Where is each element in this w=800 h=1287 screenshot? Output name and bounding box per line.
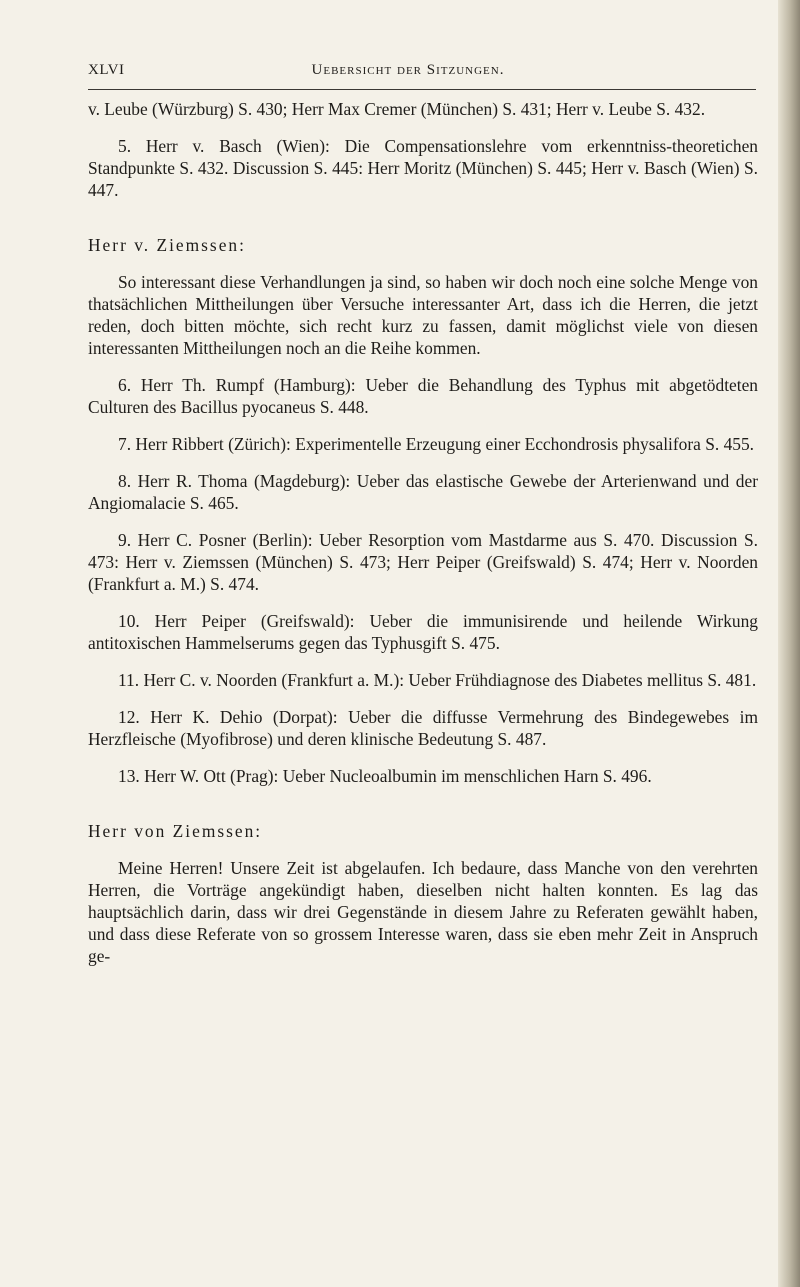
speaker-heading: Herr von Ziemssen: [88, 821, 263, 841]
page-body [88, 98, 758, 967]
speaker-heading: Herr v. Ziemssen: [88, 235, 246, 255]
paragraph: 7. Herr Ribbert (Zürich): Experimentelle Erzeugung einer Ecchondrosis physalifora S. 455. [118, 434, 755, 454]
paragraph: 12. Herr K. Dehio (Dorpat): Ueber die diffusse Vermehrung des Bindegewebes im Herzfleische (Myofibrose) und deren klinische Bedeutung S. 487. [88, 707, 758, 749]
running-title: Uebersicht der Sitzungen. [311, 62, 505, 78]
paragraph: 13. Herr W. Ott (Prag): Ueber Nucleoalbumin im menschlichen Harn S. 496. [118, 766, 652, 786]
header-rule [88, 89, 756, 90]
page-number: XLVI [88, 62, 125, 78]
paragraph: 5. Herr v. Basch (Wien): Die Compensationslehre vom erkenntniss-theoretichen Standpunkte S. 432. Discussion S. 445: Herr Moritz (München) S. 445; Herr v. Basch (Wien) S. 447. [88, 136, 758, 200]
paragraph: v. Leube (Würzburg) S. 430; Herr Max Cremer (München) S. 431; Herr v. Leube S. 432. [88, 99, 706, 119]
paragraph: So interessant diese Verhandlungen ja sind, so haben wir doch noch eine solche Menge von thatsächlichen Mittheilungen über Versuche interessanter Art, dass ich die Herren, die jetzt reden, doch bitten möchte, sich recht kurz zu fassen, damit möglichst viele von diesen interessanten Mittheilungen noch an die Reihe kommen. [88, 272, 758, 358]
paragraph: 9. Herr C. Posner (Berlin): Ueber Resorption vom Mastdarme aus S. 470. Discussion S. 473: Herr v. Ziemssen (München) S. 473; Herr Peiper (Greifswald) S. 474; Herr v. Noorden (Frankfurt a. M.) S. 474. [88, 530, 758, 594]
paragraph: 6. Herr Th. Rumpf (Hamburg): Ueber die Behandlung des Typhus mit abgetödteten Culturen des Bacillus pyocaneus S. 448. [88, 375, 758, 417]
page-edge-shadow [778, 0, 800, 1287]
paragraph: 8. Herr R. Thoma (Magdeburg): Ueber das elastische Gewebe der Arterienwand und der Angiomalacie S. 465. [88, 471, 758, 513]
paragraph: 10. Herr Peiper (Greifswald): Ueber die immunisirende und heilende Wirkung antitoxischen Hammelserums gegen das Typhusgift S. 475. [88, 611, 758, 653]
paragraph: Meine Herren! Unsere Zeit ist abgelaufen. Ich bedaure, dass Manche von den verehrten Herren, die Vorträge angekündigt haben, dieselben nicht halten konnten. Es lag das hauptsächlich darin, dass wir drei Gegenstände in diesem Jahre zu Referaten gewählt haben, und dass diese Referate von so grossem Interesse waren, dass sie eben mehr Zeit in Anspruch ge- [88, 858, 758, 966]
paragraph: 11. Herr C. v. Noorden (Frankfurt a. M.): Ueber Frühdiagnose des Diabetes mellitus S. 481. [118, 670, 757, 690]
running-header [88, 62, 728, 86]
